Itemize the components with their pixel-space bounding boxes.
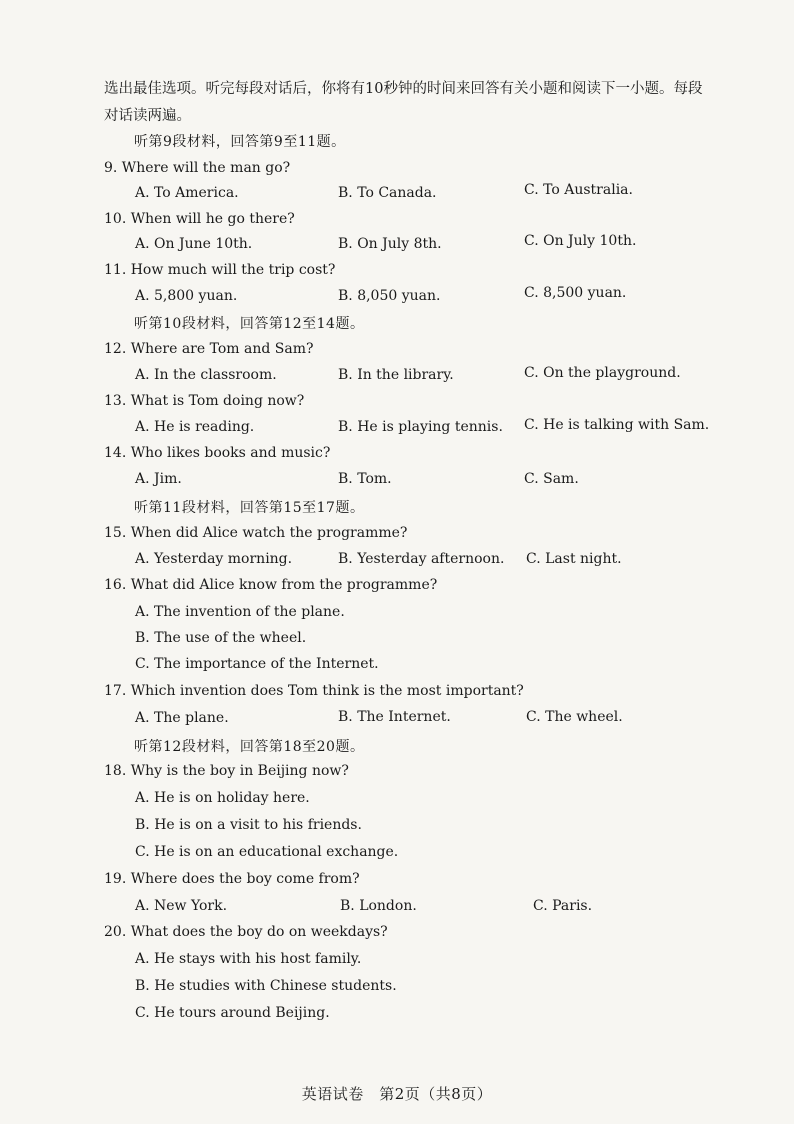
question-11: 11. How much will the trip cost? [104,262,336,278]
question-10-option-c: C. On July 10th. [524,233,637,249]
section-heading-12-14: 听第10段材料，回答第12至14题。 [134,316,365,332]
question-18-option-b: B. He is on a visit to his friends. [135,817,362,833]
question-20-option-c: C. He tours around Beijing. [135,1005,330,1021]
question-20-option-b: B. He studies with Chinese students. [135,978,397,994]
page-footer: 英语试卷 第2页（共8页） [301,1085,493,1103]
question-13-option-b: B. He is playing tennis. [338,419,503,435]
question-15-option-b: B. Yesterday afternoon. [338,551,505,567]
question-17-option-c: C. The wheel. [526,709,623,725]
question-10: 10. When will he go there? [104,211,295,227]
question-16-option-b: B. The use of the wheel. [135,630,307,646]
question-19-option-a: A. New York. [135,898,228,914]
question-14-option-a: A. Jim. [135,471,182,487]
question-12-option-c: C. On the playground. [524,365,681,381]
question-18-option-c: C. He is on an educational exchange. [135,844,399,860]
question-11-option-b: B. 8,050 yuan. [338,288,441,304]
question-9: 9. Where will the man go? [104,160,291,176]
question-9-option-a: A. To America. [135,185,239,201]
question-14-option-c: C. Sam. [524,471,579,487]
question-15: 15. When did Alice watch the programme? [104,525,408,541]
section-heading-15-17: 听第11段材料，回答第15至17题。 [134,500,365,516]
listening-instructions: 选出最佳选项。听完每段对话后，你将有10秒钟的时间来回答有关小题和阅读下一小题。每段对话读两遍。 [104,81,703,124]
question-16-option-c: C. The importance of the Internet. [135,656,379,672]
question-12-option-a: A. In the classroom. [135,367,277,383]
question-12-option-b: B. In the library. [338,367,454,383]
question-18: 18. Why is the boy in Beijing now? [104,763,349,779]
question-13: 13. What is Tom doing now? [104,393,305,409]
question-12: 12. Where are Tom and Sam? [104,341,314,357]
question-20-option-a: A. He stays with his host family. [135,951,362,967]
question-9-option-c: C. To Australia. [524,182,633,198]
question-19: 19. Where does the boy come from? [104,871,360,887]
question-15-option-a: A. Yesterday morning. [135,551,293,567]
question-17: 17. Which invention does Tom think is the most important? [104,683,524,699]
question-13-option-c: C. He is talking with Sam. [524,417,710,433]
question-15-option-c: C. Last night. [526,551,622,567]
question-10-option-b: B. On July 8th. [338,236,442,252]
question-11-option-c: C. 8,500 yuan. [524,285,627,301]
section-heading-18-20: 听第12段材料，回答第18至20题。 [134,739,365,755]
question-11-option-a: A. 5,800 yuan. [135,288,238,304]
question-13-option-a: A. He is reading. [135,419,255,435]
question-16-option-a: A. The invention of the plane. [135,604,345,620]
question-17-option-b: B. The Internet. [338,709,451,725]
question-14: 14. Who likes books and music? [104,445,331,461]
question-19-option-c: C. Paris. [533,898,593,914]
question-9-option-b: B. To Canada. [338,185,437,201]
question-10-option-a: A. On June 10th. [135,236,253,252]
question-14-option-b: B. Tom. [338,471,392,487]
question-16: 16. What did Alice know from the programme? [104,577,438,593]
question-20: 20. What does the boy do on weekdays? [104,924,388,940]
question-18-option-a: A. He is on holiday here. [135,790,310,806]
question-17-option-a: A. The plane. [135,710,229,726]
question-19-option-b: B. London. [340,898,417,914]
section-heading-9-11: 听第9段材料，回答第9至11题。 [134,134,346,150]
